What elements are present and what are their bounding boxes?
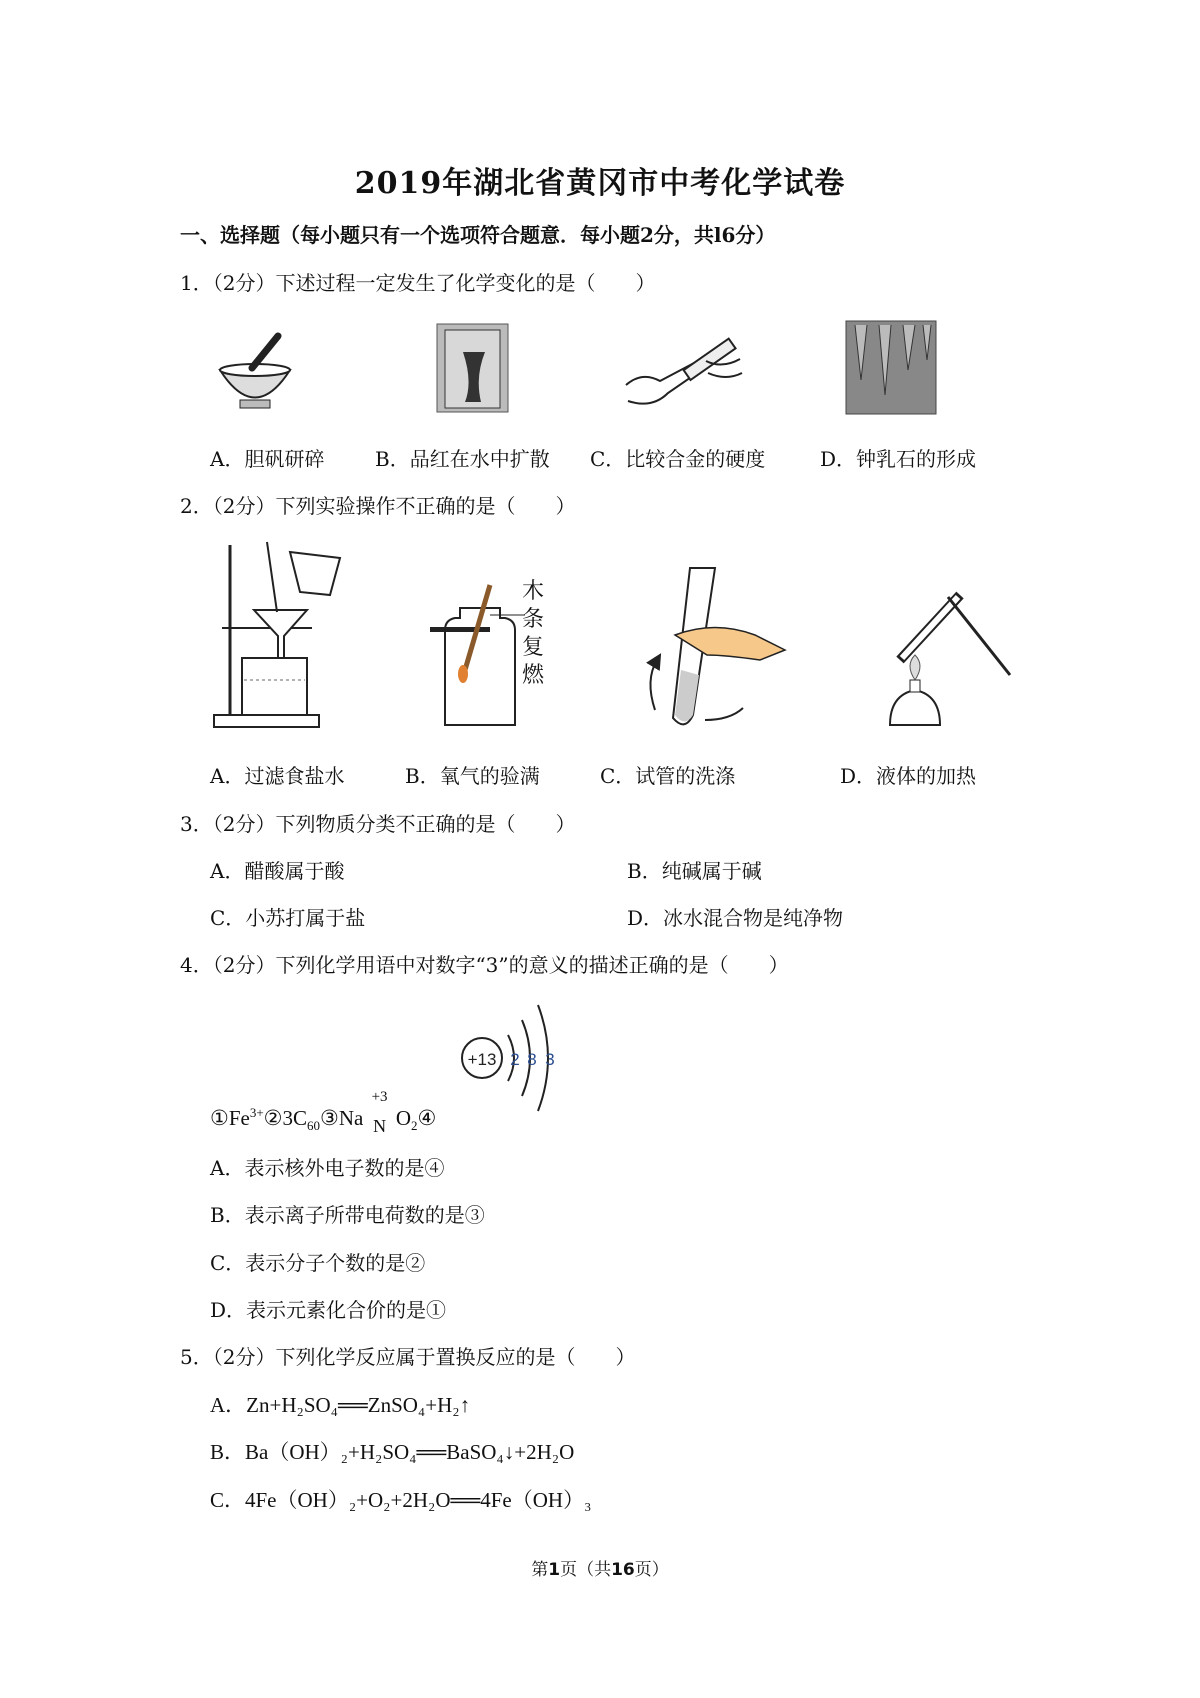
q1-option-d: D．钟乳石的形成 [820,447,977,471]
mortar-figure [212,330,298,414]
expr-o-sub: 2 [411,1118,418,1134]
q1-option-b: B．品红在水中扩散 [375,447,550,471]
footer-pre: 第 [531,1560,549,1580]
footer-total-pages: 16 [611,1560,635,1580]
expr-c60: ②3C [263,1106,308,1130]
q2-option-c: C．试管的洗涤 [600,764,736,788]
q4-option-b: B．表示离子所带电荷数的是③ [210,1203,485,1227]
q1-stem: 1．（2分）下述过程一定发生了化学变化的是（ ） [180,271,656,295]
q2-option-d: D．液体的加热 [840,764,977,788]
expr-fe: ①Fe [210,1106,250,1130]
test-tube-washing-figure [635,560,795,735]
q4-option-a: A．表示核外电子数的是④ [210,1156,445,1180]
liquid-heating-figure [870,585,1015,730]
expr-n: N [373,1116,387,1137]
footer-mid: 页（共 [560,1560,612,1580]
q2-option-a: A．过滤食盐水 [210,764,345,788]
section-heading: 一、选择题（每小题只有一个选项符合题意．每小题2分，共l6分） [180,223,776,247]
q1-option-c: C．比较合金的硬度 [590,447,766,471]
wood-label-2: 条 [521,607,544,632]
beaker-dye-figure [435,322,510,414]
q5-option-a: A．Zn+H₂SO₄══ZnSO₄+H₂↑ [210,1393,471,1417]
q3-option-c: C．小苏打属于盐 [210,906,366,930]
q5-stem: 5．（2分）下列化学反应属于置换反应的是（ ） [180,1345,636,1369]
q4-option-c: C．表示分子个数的是② [210,1251,426,1275]
shell-2-label: 8 [527,1050,537,1069]
aluminum-atom-structure [458,985,568,1115]
expr-c60-sub: 60 [307,1118,321,1134]
stalactite-figure [845,320,937,415]
q1-option-a: A．胆矾研碎 [210,447,325,471]
nucleus-label: +13 [467,1050,497,1069]
q3-option-a: A．醋酸属于酸 [210,859,345,883]
q5-option-c: C．4Fe（OH）₂+O₂+2H₂O══4Fe（OH）₃ [210,1488,592,1512]
q3-option-d: D．冰水混合物是纯净物 [627,906,844,930]
q3-option-b: B．纯碱属于碱 [627,859,762,883]
page-footer [0,1555,1200,1580]
q5-option-b: B．Ba（OH）₂+H₂SO₄══BaSO₄↓+2H₂O [210,1440,575,1464]
q4-option-d: D．表示元素化合价的是① [210,1298,447,1322]
shell-1-label: 2 [510,1050,520,1069]
oxygen-test-figure [420,570,530,730]
expr-circle-4: ④ [417,1106,437,1130]
q2-stem: 2．（2分）下列实验操作不正确的是（ ） [180,494,576,518]
q3-stem: 3．（2分）下列物质分类不正确的是（ ） [180,812,576,836]
expr-fe-charge: 3+ [249,1105,264,1120]
q4-expression [210,1089,437,1137]
footer-post: 页） [634,1560,669,1580]
wood-label-3: 复 [521,635,544,660]
alloy-scratch-figure [622,323,747,415]
expr-o: O [395,1106,411,1130]
wood-label-1: 木 [521,579,544,604]
q2-option-b: B．氧气的验满 [405,764,540,788]
filtration-figure [212,540,352,730]
expr-n-valence: +3 [371,1089,388,1106]
shell-3-label: 3 [545,1050,555,1069]
wood-label-4: 燃 [521,663,544,688]
footer-page-number: 1 [548,1560,561,1580]
expr-na: ③Na [320,1106,364,1130]
q4-stem: 4．（2分）下列化学用语中对数字“3”的意义的描述正确的是（ ） [180,953,789,977]
page-title: 2019年湖北省黄冈市中考化学试卷 [354,166,846,201]
